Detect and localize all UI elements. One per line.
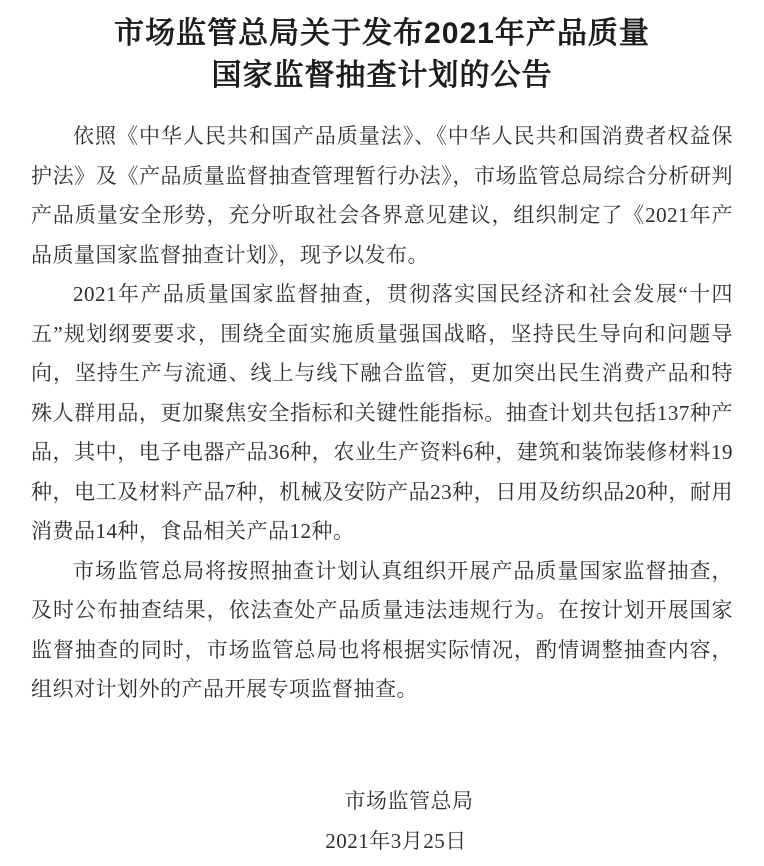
paragraph-legal-basis: 依照《中华人民共和国产品质量法》、《中华人民共和国消费者权益保护法》及《产品质量监督抽查管理暂行办法》，市场监管总局综合分析研判产品质量安全形势，充分听取社会各界意见建议，组织制定了《2021年产品质量国家监督抽查计划》，现予以发布。 (31, 124, 733, 267)
signature-block (0, 781, 764, 861)
document-body (31, 117, 733, 710)
issuer-signature: 市场监管总局 (344, 789, 474, 813)
title-line-2: 国家监督抽查计划的公告 (211, 59, 553, 92)
issue-date: 2021年3月25日 (325, 829, 467, 853)
title-line-1: 市场监管总局关于发布2021年产品质量 (114, 17, 650, 50)
paragraph-plan-details: 2021年产品质量国家监督抽查，贯彻落实国民经济和社会发展“十四五”规划纲要要求，围绕全面实施质量强国战略，坚持民生导向和问题导向，坚持生产与流通、线上与线下融合监管，更加突出民生消费产品和特殊人群用品，更加聚焦安全指标和关键性能指标。抽查计划共包括137种产品，其中，电子电器产品36种，农业生产资料6种，建筑和装饰装修材料19种，电工及材料产品7种，机械及安防产品23种，日用及纺织品20种，耐用消费品14种，食品相关产品12种。 (31, 282, 733, 543)
document-title (0, 0, 764, 97)
paragraph-implementation: 市场监管总局将按照抽查计划认真组织开展产品质量国家监督抽查，及时公布抽查结果，依法查处产品质量违法违规行为。在按计划开展国家监督抽查的同时，市场监管总局也将根据实际情况，酌情调整抽查内容，组织对计划外的产品开展专项监督抽查。 (31, 558, 733, 701)
